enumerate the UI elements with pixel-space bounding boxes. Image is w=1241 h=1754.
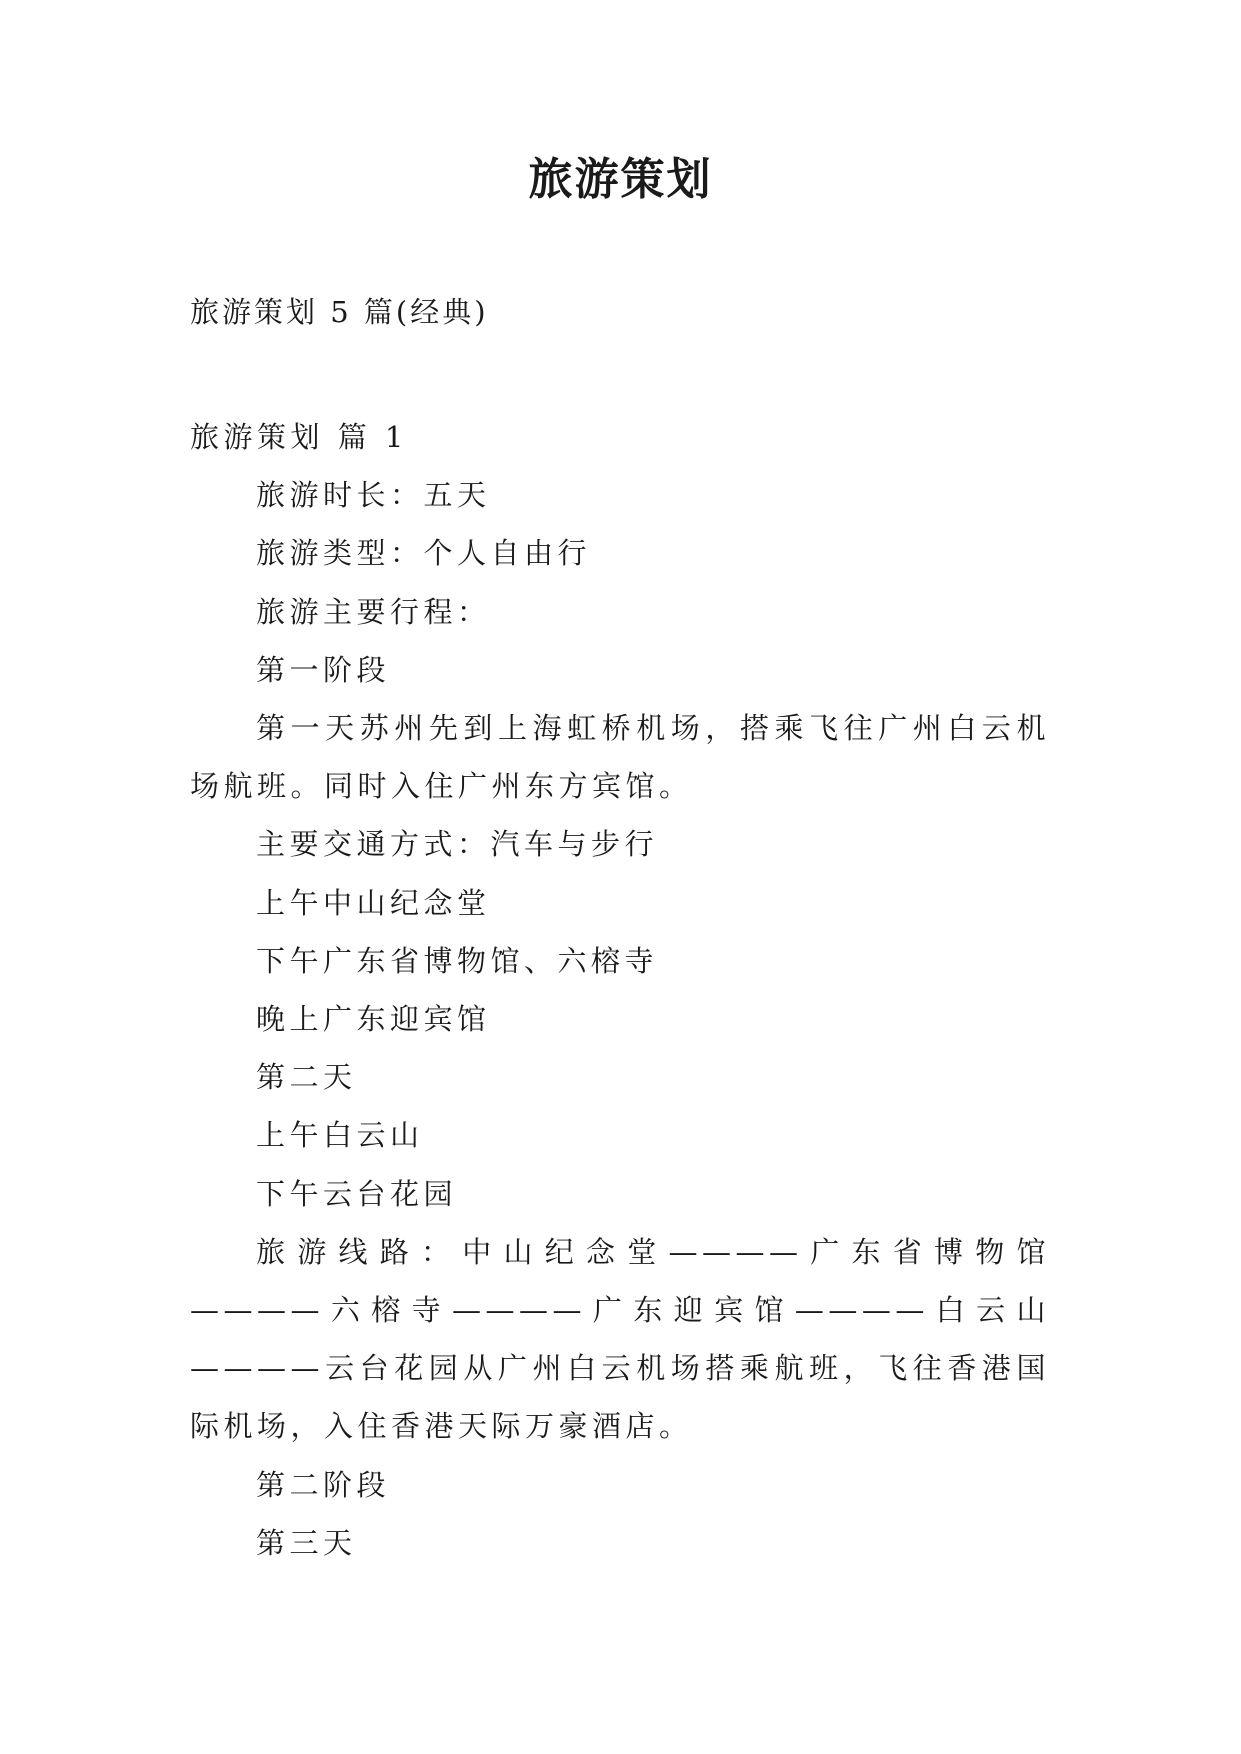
paragraph-stage-one: 第一阶段 bbox=[256, 652, 391, 687]
paragraph-afternoon-2: 下午云台花园 bbox=[256, 1176, 458, 1211]
paragraph-route: 旅游线路：中山纪念堂————广东省博物馆————六榕寺————广东迎宾馆————白云山————云台花园从广州白云机场搭乘航班，飞往香港国际机场，入住香港天际万豪酒店。 bbox=[190, 1234, 1050, 1444]
paragraph-evening-1: 晚上广东迎宾馆 bbox=[256, 1002, 491, 1037]
paragraph-type: 旅游类型：个人自由行 bbox=[256, 536, 592, 571]
document-title: 旅游策划 bbox=[528, 154, 713, 205]
paragraph-morning-2: 上午白云山 bbox=[256, 1118, 424, 1153]
paragraph-day-one: 第一天苏州先到上海虹桥机场，搭乘飞往广州白云机场航班。同时入住广州东方宾馆。 bbox=[190, 711, 1050, 804]
paragraph-stage-two: 第二阶段 bbox=[256, 1467, 391, 1502]
paragraph-afternoon-1: 下午广东省博物馆、六榕寺 bbox=[256, 943, 659, 978]
paragraph-itinerary-label: 旅游主要行程： bbox=[256, 594, 491, 629]
section-heading: 旅游策划 篇 1 bbox=[190, 420, 408, 454]
paragraph-day-three: 第三天 bbox=[256, 1525, 357, 1560]
paragraph-duration: 旅游时长：五天 bbox=[256, 478, 491, 513]
paragraph-transport: 主要交通方式：汽车与步行 bbox=[256, 827, 659, 862]
paragraph-morning-1: 上午中山纪念堂 bbox=[256, 885, 491, 920]
document-body bbox=[190, 408, 1050, 1572]
paragraph-day-two: 第二天 bbox=[256, 1060, 357, 1095]
document-subtitle: 旅游策划 5 篇(经典) bbox=[190, 295, 489, 329]
